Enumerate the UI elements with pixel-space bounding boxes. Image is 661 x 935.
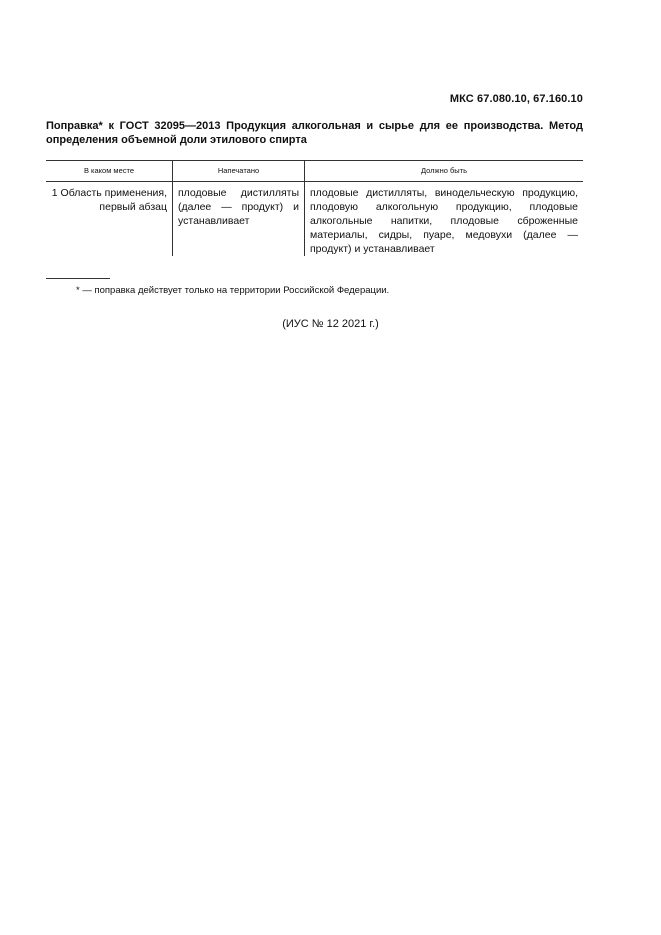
cell-should-be: плодовые дистилляты, винодельческую продукцию, плодовую алкогольную продукцию, плодовые алкогольные напитки, плодовые сброженные материалы, сидры, пуаре, медовухи (далее — продукт) и устанавливает [305,182,584,257]
correction-table [46,160,583,256]
classification-code: МКС 67.080.10, 67.160.10 [449,93,583,105]
source-reference: (ИУС № 12 2021 г.) [282,318,379,330]
header-should-be: Должно быть [305,161,584,182]
table-row [46,182,583,257]
table-header-row [46,161,583,182]
footnote-divider [46,278,110,279]
footnote: * — поправка действует только на территории Российской Федерации. [76,285,390,296]
header-where: В каком месте [46,161,173,182]
cell-printed: плодовые дистилляты (далее — продукт) и устанавливает [173,182,305,257]
cell-where: 1 Область применения, первый абзац [51,187,167,213]
header-printed: Напечатано [173,161,305,182]
document-title: Поправка* к ГОСТ 32095—2013 Продукция алкогольная и сырье для ее производства. Метод определения объемной доли этилового спирта [46,120,583,146]
